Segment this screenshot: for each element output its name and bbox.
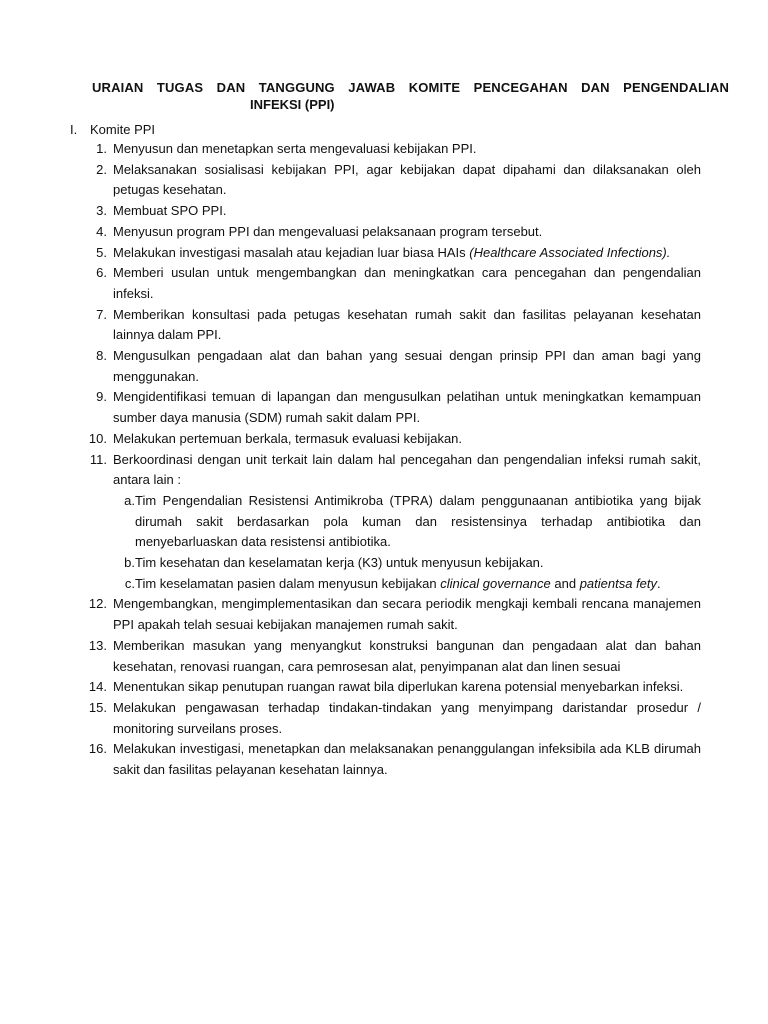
list-item: [70, 222, 710, 243]
duty-list: [70, 139, 710, 491]
title-line-2: INFEKSI (PPI): [250, 97, 335, 112]
subitem-text-italic: patientsa fety: [579, 575, 658, 591]
list-item: [70, 346, 710, 387]
list-item: [70, 139, 710, 160]
item-number: 12.: [88, 596, 107, 612]
item-number: 2.: [96, 161, 107, 177]
list-item: [70, 450, 710, 491]
item-text: Memberikan masukan yang menyangkut konstruksi bangunan dan pengadaan alat dan bahan kesehatan, renovasi ruangan, cara pemrosesan alat, penyimpanan alat dan linen sesuai: [113, 637, 701, 674]
item-number: 8.: [96, 348, 107, 364]
section-heading: [70, 121, 710, 139]
list-item: [70, 263, 710, 304]
list-item: [70, 594, 710, 635]
item-text: Melakukan investigasi, menetapkan dan melaksanakan penanggulangan infeksibila ada KLB dirumah sakit dan fasilitas pelayanan kesehatan lainnya.: [113, 741, 701, 778]
item-text: Mengembangkan, mengimplementasikan dan secara periodik mengkaji kembali rencana manajemen PPI apakah telah sesuai kebijakan manajemen rumah sakit.: [113, 596, 701, 633]
item-number: 10.: [88, 430, 107, 446]
item-number: 15.: [88, 699, 107, 715]
item-text: Memberi usulan untuk mengembangkan dan meningkatkan cara pencegahan dan pengendalian infeksi.: [113, 265, 701, 301]
item-number: 14.: [88, 679, 107, 695]
list-item: [70, 677, 710, 698]
sublist-item: [70, 574, 710, 595]
list-item: [70, 636, 710, 677]
item-text: Melakukan pertemuan berkala, termasuk evaluasi kebijakan.: [113, 430, 463, 446]
item-number: 9.: [96, 389, 107, 405]
list-item: [70, 387, 710, 428]
list-item: [70, 698, 710, 739]
item-text: Menyusun program PPI dan mengevaluasi pelaksanaan program tersebut.: [113, 223, 543, 239]
item-text: Menentukan sikap penutupan ruangan rawat bila diperlukan karena potensial menyebarkan infeksi.: [113, 679, 684, 695]
sublist-item: [70, 491, 710, 553]
subitem-letter: b.: [124, 555, 135, 571]
item-number: 5.: [96, 244, 107, 260]
item-text: Menyusun dan menetapkan serta mengevaluasi kebijakan PPI.: [113, 141, 477, 156]
item-number: 4.: [96, 223, 107, 239]
subitem-text-part: and: [550, 575, 580, 591]
subitem-text-part: Tim keselamatan pasien dalam menyusun kebijakan: [135, 575, 441, 591]
list-item: [70, 305, 710, 346]
subitem-text: Tim kesehatan dan keselamatan kerja (K3) untuk menyusun kebijakan.: [135, 555, 544, 571]
item-text: Mengidentifikasi temuan di lapangan dan mengusulkan pelatihan untuk meningkatkan kemampuan sumber daya manusia (SDM) rumah sakit dalam PPI.: [113, 389, 701, 426]
title-line-1: URAIAN TUGAS DAN TANGGUNG JAWAB KOMITE PENCEGAHAN DAN PENGENDALIAN: [92, 80, 729, 95]
sublist-item: [70, 553, 710, 574]
item-text-italic: (Healthcare Associated Infections).: [469, 244, 671, 260]
subitem-text-part: .: [657, 575, 661, 591]
item-text: Mengusulkan pengadaan alat dan bahan yang sesuai dengan prinsip PPI dan aman bagi yang menggunakan.: [113, 348, 701, 384]
item-number: 7.: [96, 306, 107, 322]
duty-list-continued: [70, 594, 710, 780]
item-text: Melaksanakan sosialisasi kebijakan PPI, agar kebijakan dapat dipahami dan dilaksanakan oleh petugas kesehatan.: [113, 161, 701, 198]
item-text: Memberikan konsultasi pada petugas kesehatan rumah sakit dan fasilitas pelayanan kesehatan lainnya dalam PPI.: [113, 306, 701, 343]
subitem-text: Tim Pengendalian Resistensi Antimikroba (TPRA) dalam penggunaanan antibiotika yang bijak dirumah sakit berdasarkan pola kuman dan resistensinya terhadap antibiotika dan menyebarluaskan data resistensi antibiotika.: [135, 492, 701, 550]
item-number: 1.: [96, 141, 107, 156]
item-number: 13.: [88, 637, 107, 653]
subitem-text: [135, 574, 701, 595]
list-item: [70, 160, 710, 201]
item-text-part: Melakukan investigasi masalah atau kejadian luar biasa HAIs: [113, 244, 470, 260]
item-text: Berkoordinasi dengan unit terkait lain dalam hal pencegahan dan pengendalian infeksi rumah sakit, antara lain :: [113, 451, 701, 488]
item-number: 3.: [96, 203, 107, 219]
item-number: 11.: [89, 451, 107, 467]
subitem-text-italic: clinical governance: [440, 575, 551, 591]
list-item: [70, 201, 710, 222]
section-komite-ppi: [70, 121, 710, 781]
list-item: [70, 243, 710, 264]
item-text: Melakukan pengawasan terhadap tindakan-tindakan yang menyimpang daristandar prosedur / monitoring surveilans proses.: [113, 699, 701, 736]
subitem-letter: a.: [124, 492, 135, 508]
document-title: [92, 79, 729, 113]
item-text: [113, 243, 701, 264]
item-number: 6.: [96, 265, 107, 281]
subitem-letter: c.: [124, 575, 135, 591]
section-title: Komite PPI: [90, 122, 156, 137]
list-item: [70, 739, 710, 780]
coordination-sublist: [70, 491, 710, 595]
item-text: Membuat SPO PPI.: [113, 203, 227, 219]
list-item: [70, 429, 710, 450]
item-number: 16.: [88, 741, 107, 757]
section-number: I.: [70, 122, 78, 137]
